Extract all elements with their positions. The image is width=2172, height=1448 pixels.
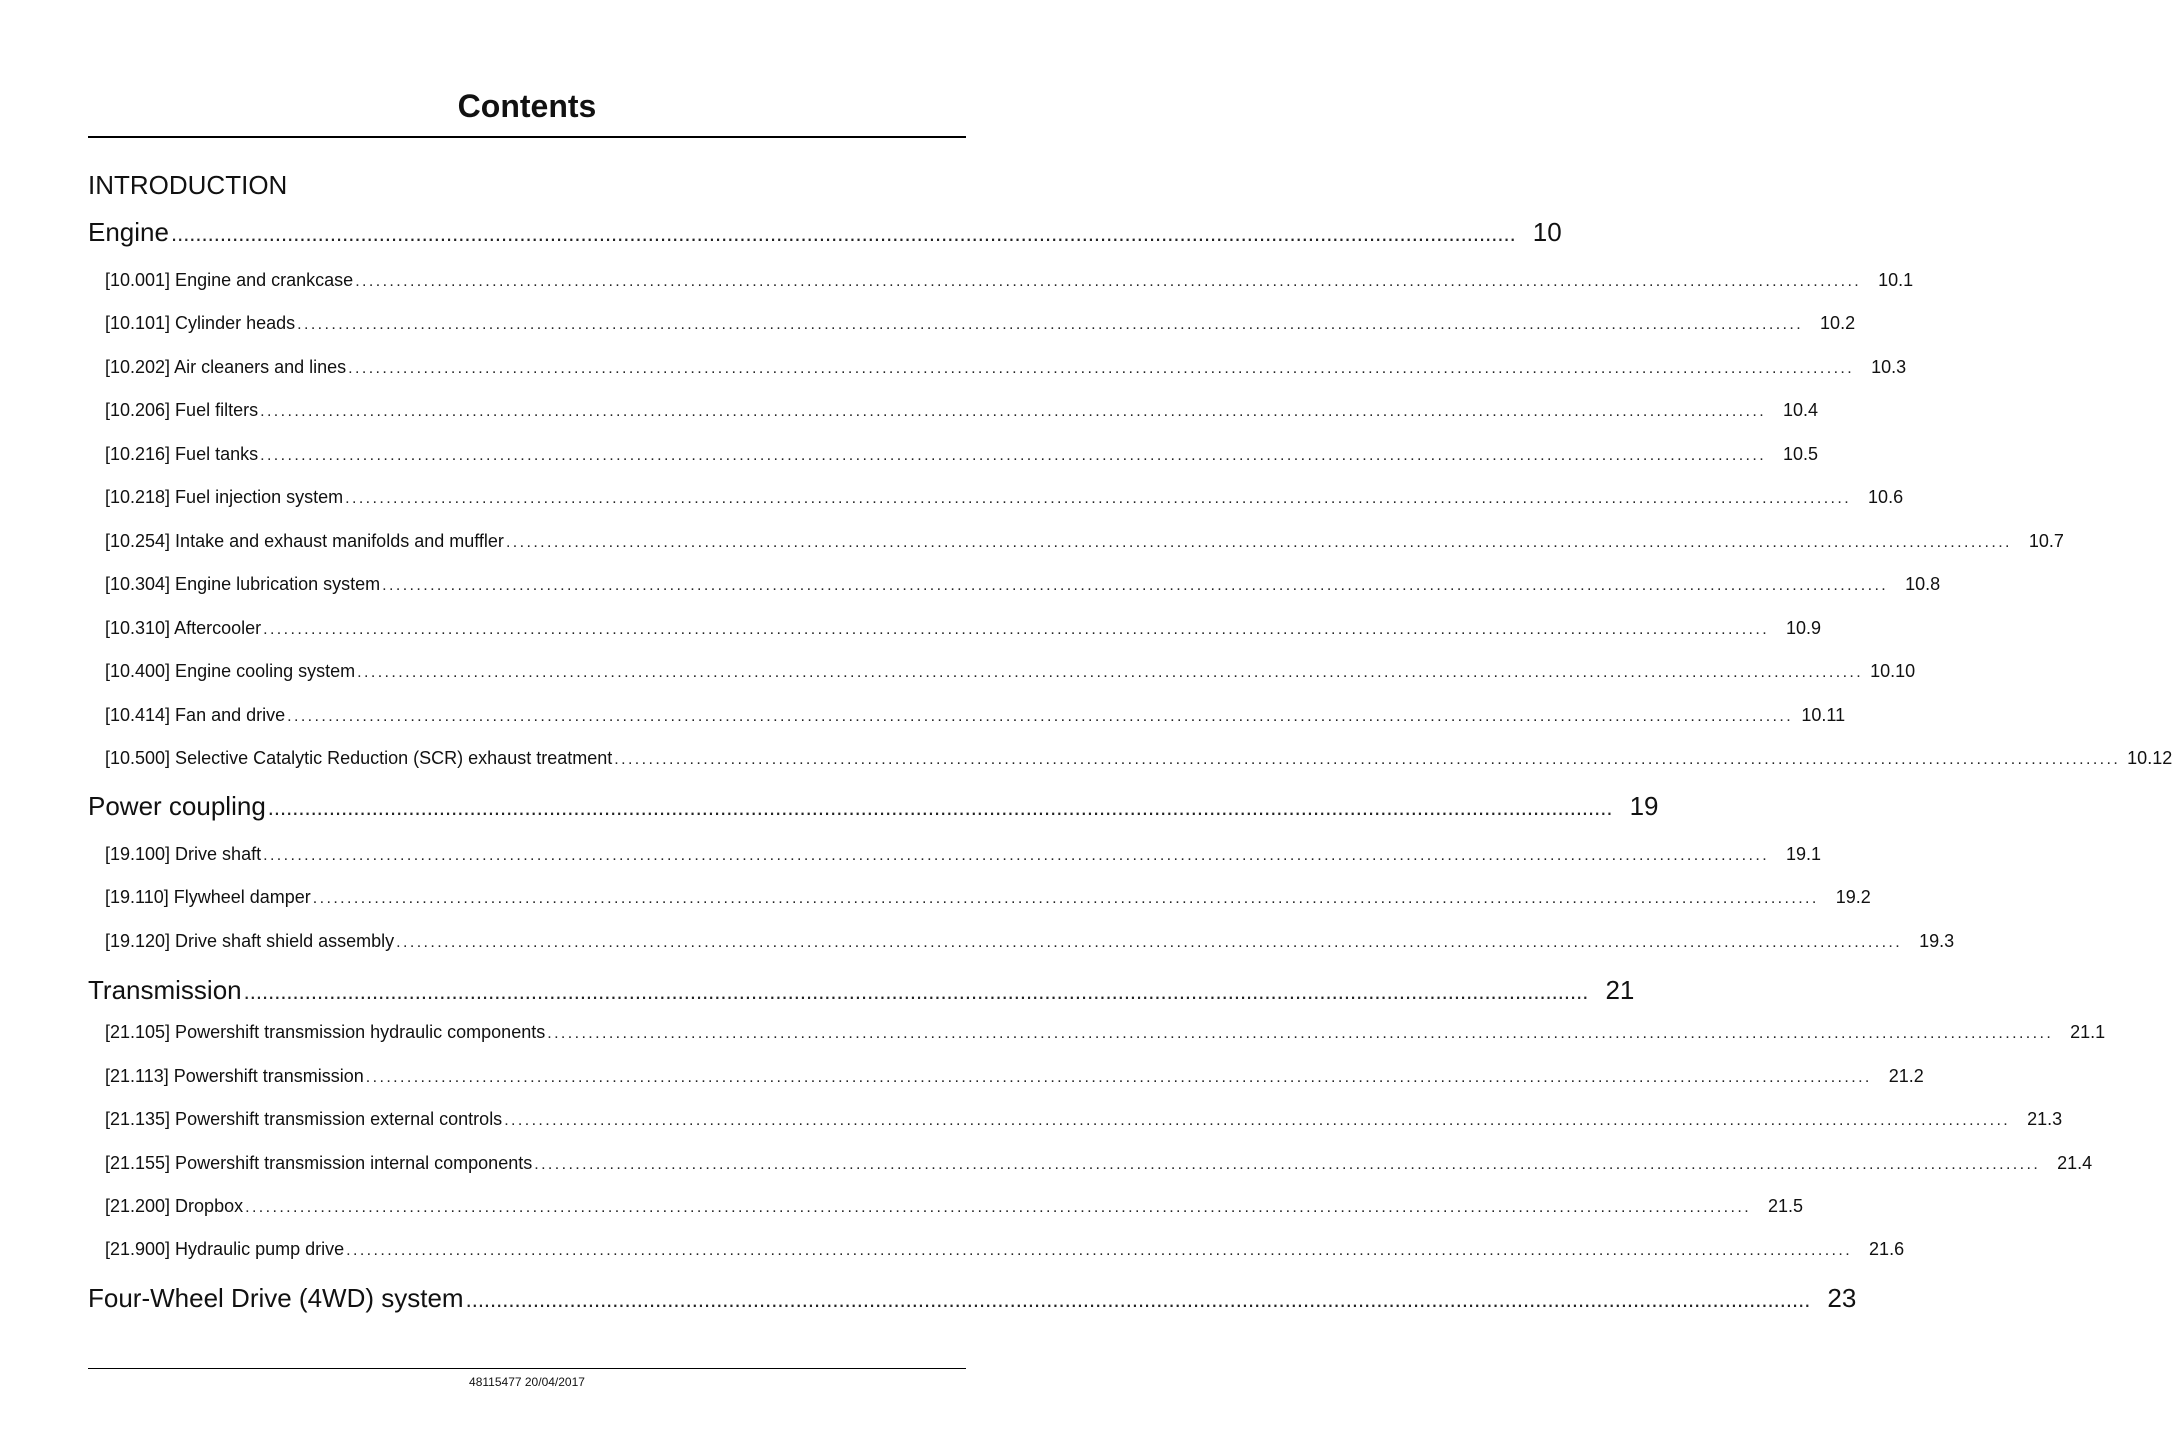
toc-section[interactable] [105, 842, 1822, 868]
toc-section-label: [10.101] Cylinder heads [105, 313, 296, 333]
toc-chapter-label: Four-Wheel Drive (4WD) system [88, 1283, 464, 1313]
dot-leader: ............................................................................................................................................................................................................................ [263, 847, 1770, 864]
toc-page-number: 21.2 [1888, 1066, 1924, 1086]
toc-section-label: [10.001] Engine and crankcase [105, 270, 354, 290]
toc-chapter-label: Transmission [88, 975, 242, 1005]
dot-leader: ............................................................................................................................................................................................................................ [346, 1242, 1853, 1259]
toc-section-label: [21.113] Powershift transmission [105, 1066, 364, 1086]
toc-section[interactable] [105, 1151, 2093, 1177]
toc-chapter-label: Power coupling [88, 791, 266, 821]
toc-section[interactable] [105, 355, 1907, 381]
dot-leader: ............................................................................................................................................................................................................................ [260, 403, 1767, 420]
toc-page-number: 10.1 [1878, 270, 1914, 290]
toc-page-number: 10 [1532, 217, 1562, 247]
dot-leader: ............................................................................................................................................................................................................................ [345, 490, 1852, 507]
toc-section-label: [10.304] Engine lubrication system [105, 574, 381, 594]
dot-leader: ............................................................................................................................................................................................................................ [260, 447, 1767, 464]
toc-section-label: [21.200] Dropbox [105, 1196, 244, 1216]
dot-leader: ............................................................................................................................................................................................................................ [170, 221, 1516, 246]
toc-section-label: [10.254] Intake and exhaust manifolds and muffler [105, 531, 504, 551]
toc-section[interactable] [105, 398, 1819, 424]
toc-page-number: 10.8 [1905, 574, 1941, 594]
toc-page-number: 23 [1827, 1283, 1857, 1313]
toc-page-number: 21.3 [2027, 1109, 2063, 1129]
toc-section[interactable] [105, 311, 1856, 337]
toc-page-number: 19 [1629, 791, 1659, 821]
toc-page-number: 21.5 [1768, 1196, 1804, 1216]
toc-chapter-power-coupling[interactable] [88, 789, 1659, 825]
dot-leader: ............................................................................................................................................................................................................................ [465, 1287, 1811, 1312]
toc-section-label: [21.105] Powershift transmission hydraulic components [105, 1022, 546, 1042]
footer-divider [88, 1368, 966, 1369]
dot-leader: ............................................................................................................................................................................................................................ [243, 979, 1589, 1004]
toc-page-number: 10.11 [1801, 705, 1846, 725]
toc-page-number: 19.1 [1786, 844, 1822, 864]
toc-section[interactable] [105, 746, 2172, 772]
toc-section[interactable] [105, 1020, 2106, 1046]
toc-chapter-transmission[interactable] [88, 973, 1635, 1009]
toc-page-number: 10.10 [1870, 661, 1916, 681]
toc-section[interactable] [105, 485, 1904, 511]
dot-leader: ............................................................................................................................................................................................................................ [357, 664, 1864, 681]
dot-leader: ............................................................................................................................................................................................................................ [355, 273, 1862, 290]
toc-intro-heading[interactable]: INTRODUCTION [88, 170, 288, 200]
toc-page-number: 10.7 [2028, 531, 2064, 551]
toc-section[interactable] [105, 1064, 1924, 1090]
dot-leader: ............................................................................................................................................................................................................................ [263, 621, 1770, 638]
toc-section[interactable] [105, 529, 2064, 555]
dot-leader: ............................................................................................................................................................................................................................ [504, 1112, 2011, 1129]
toc-section-label: [10.400] Engine cooling system [105, 661, 356, 681]
footer-doc-reference: 48115477 20/04/2017 [469, 1375, 585, 1389]
toc-page-number: 21.4 [2057, 1153, 2093, 1173]
toc-page-number: 10.4 [1783, 400, 1819, 420]
title-divider [88, 136, 966, 138]
toc-section[interactable] [105, 616, 1822, 642]
toc-page-number: 10.12 [2127, 748, 2172, 768]
toc-section-label: [19.120] Drive shaft shield assembly [105, 931, 395, 951]
dot-leader: ............................................................................................................................................................................................................................ [547, 1025, 2054, 1042]
dot-leader: ............................................................................................................................................................................................................................ [614, 751, 2121, 768]
toc-section-label: [10.218] Fuel injection system [105, 487, 344, 507]
toc-section-label: [21.900] Hydraulic pump drive [105, 1239, 345, 1259]
toc-section-label: [19.100] Drive shaft [105, 844, 262, 864]
toc-section[interactable] [105, 659, 1916, 685]
toc-page-number: 10.6 [1868, 487, 1904, 507]
toc-page-number: 10.2 [1820, 313, 1856, 333]
toc-section-label: [19.110] Flywheel damper [105, 887, 311, 907]
dot-leader: ............................................................................................................................................................................................................................ [312, 890, 1819, 907]
toc-section[interactable] [105, 268, 1914, 294]
toc-section[interactable] [105, 929, 1955, 955]
toc-section-label: [10.206] Fuel filters [105, 400, 259, 420]
toc-section[interactable] [105, 1194, 1804, 1220]
toc-section-label: [10.216] Fuel tanks [105, 444, 259, 464]
toc-page-number: 19.3 [1919, 931, 1955, 951]
toc-page-number: 19.2 [1835, 887, 1871, 907]
toc-page-number: 10.5 [1783, 444, 1819, 464]
toc-page-number: 21 [1605, 975, 1635, 1005]
toc-chapter-label: Engine [88, 217, 169, 247]
dot-leader: ............................................................................................................................................................................................................................ [348, 360, 1855, 377]
toc-page-number: 21.1 [2070, 1022, 2106, 1042]
dot-leader: ............................................................................................................................................................................................................................ [267, 795, 1613, 820]
toc-section-label: [10.500] Selective Catalytic Reduction (SCR) exhaust treatment [105, 748, 613, 768]
dot-leader: ............................................................................................................................................................................................................................ [382, 577, 1889, 594]
toc-section-label: [10.414] Fan and drive [105, 705, 286, 725]
toc-section-label: [10.202] Air cleaners and lines [105, 357, 347, 377]
page-title: Contents [457, 88, 597, 124]
dot-leader: ............................................................................................................................................................................................................................ [287, 708, 1794, 725]
dot-leader: ............................................................................................................................................................................................................................ [365, 1069, 1872, 1086]
toc-section[interactable] [105, 1237, 1905, 1263]
toc-section[interactable] [105, 885, 1871, 911]
toc-section[interactable] [105, 442, 1819, 468]
dot-leader: ............................................................................................................................................................................................................................ [396, 934, 1903, 951]
toc-section[interactable] [105, 703, 1846, 729]
dot-leader: ............................................................................................................................................................................................................................ [534, 1156, 2041, 1173]
toc-page-number: 10.9 [1786, 618, 1822, 638]
dot-leader: ............................................................................................................................................................................................................................ [297, 316, 1804, 333]
toc-section-label: [21.135] Powershift transmission external controls [105, 1109, 503, 1129]
toc-page-number: 21.6 [1869, 1239, 1905, 1259]
toc-section-label: [21.155] Powershift transmission internal components [105, 1153, 533, 1173]
dot-leader: ............................................................................................................................................................................................................................ [245, 1199, 1752, 1216]
toc-section-label: [10.310] Aftercooler [105, 618, 262, 638]
toc-section[interactable] [105, 1107, 2063, 1133]
toc-chapter-engine[interactable] [88, 215, 1562, 251]
toc-chapter-four-wheel-drive[interactable] [88, 1281, 1857, 1317]
toc-page-number: 10.3 [1871, 357, 1907, 377]
toc-section[interactable] [105, 572, 1941, 598]
dot-leader: ............................................................................................................................................................................................................................ [505, 534, 2012, 551]
